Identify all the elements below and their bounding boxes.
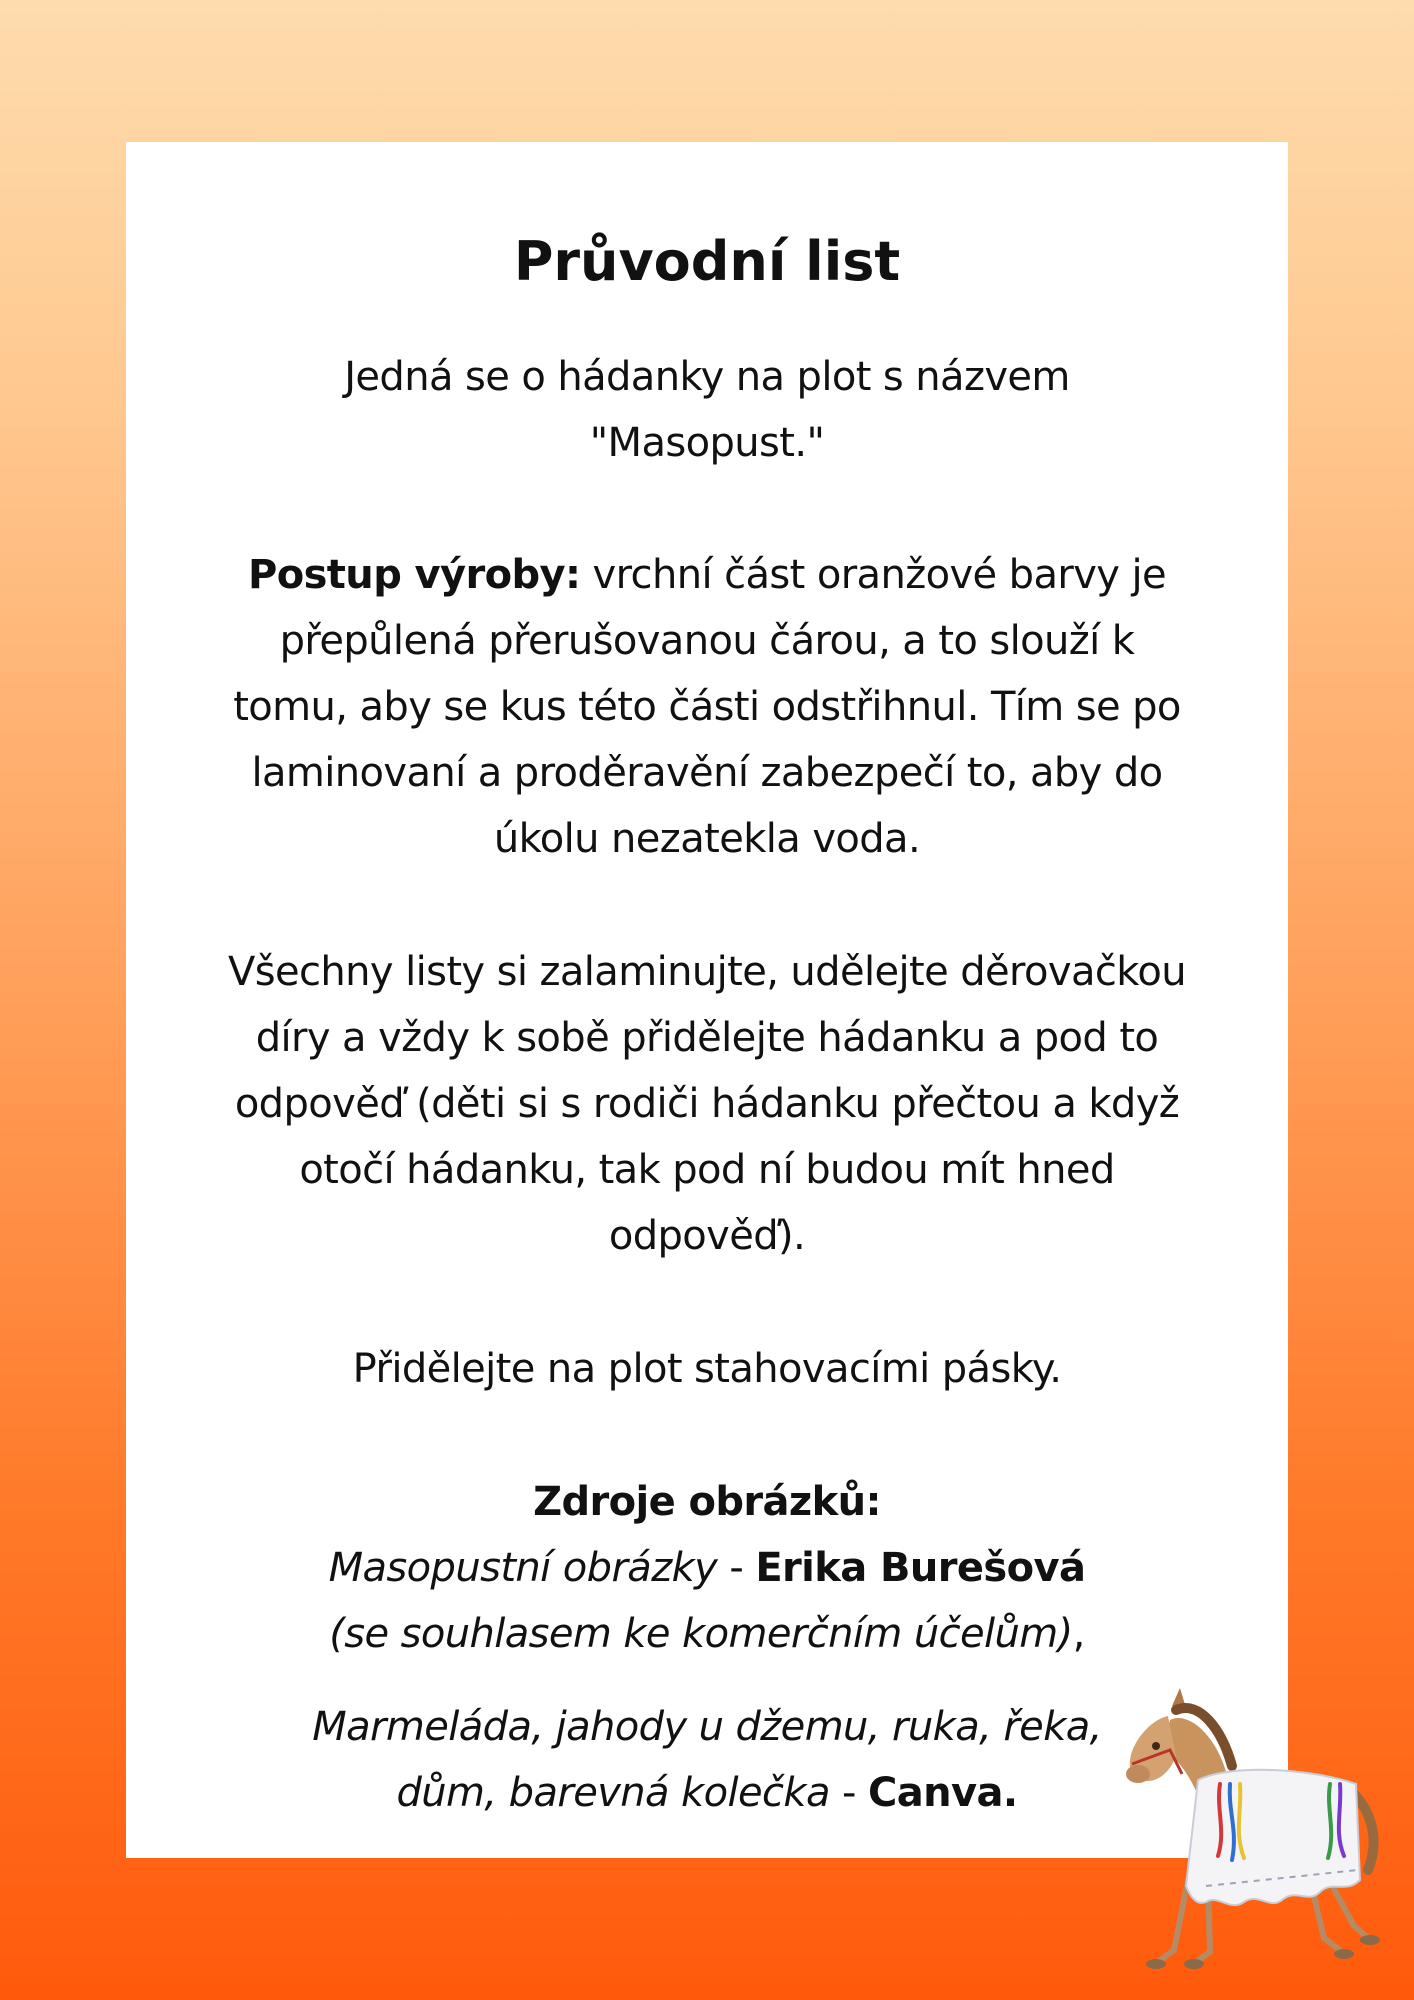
lamination-line-4: otočí hádanku, tak pod ní budou mít hned	[299, 1147, 1115, 1193]
sources-heading: Zdroje obrázků:	[533, 1479, 881, 1525]
source-1-title: Masopustní obrázky	[328, 1545, 718, 1591]
procedure-paragraph	[166, 542, 1248, 872]
sources-block-canva	[166, 1694, 1248, 1826]
procedure-line-1: vrchní část oranžové barvy je	[580, 552, 1167, 598]
lamination-line-1: Všechny listy si zalaminujte, udělejte děrovačkou	[227, 949, 1187, 995]
procedure-line-2: přepůlená přerušovanou čárou, a to slouží k	[279, 618, 1135, 664]
lamination-paragraph	[166, 939, 1248, 1269]
source-2-author: Canva.	[867, 1770, 1018, 1816]
source-2-dash: -	[829, 1770, 868, 1816]
source-1-comma: ,	[1072, 1611, 1085, 1657]
source-2-line-1: Marmeláda, jahody u džemu, ruka, řeka,	[312, 1704, 1102, 1750]
source-1-dash: -	[717, 1545, 756, 1591]
source-1-note: (se souhlasem ke komerčním účelům)	[329, 1611, 1073, 1657]
page-title: Průvodní list	[513, 230, 901, 293]
source-1-author: Erika Burešová	[755, 1545, 1086, 1591]
lamination-line-5: odpověď).	[608, 1213, 806, 1259]
attach-paragraph: Přidělejte na plot stahovacími pásky.	[352, 1346, 1062, 1392]
intro-paragraph	[166, 344, 1248, 476]
lamination-line-3: odpověď (děti si s rodiči hádanku přečtou a když	[234, 1081, 1180, 1127]
intro-line-1: Jedná se o hádanky na plot s názvem	[344, 354, 1070, 400]
procedure-line-3: tomu, aby se kus této části odstřihnul. Tím se po	[233, 684, 1181, 730]
procedure-line-4: laminovaní a proděravění zabezpečí to, aby do	[251, 750, 1163, 796]
procedure-label: Postup výroby:	[247, 552, 581, 598]
source-2-line-2: dům, barevná kolečka	[396, 1770, 830, 1816]
lamination-line-2: díry a vždy k sobě přidělejte hádanku a pod to	[255, 1015, 1159, 1061]
intro-line-2: "Masopust."	[589, 420, 825, 466]
masopust-horse-illustration	[1110, 1680, 1390, 1980]
procedure-line-5: úkolu nezatekla voda.	[493, 816, 921, 862]
sources-block	[166, 1469, 1248, 1667]
